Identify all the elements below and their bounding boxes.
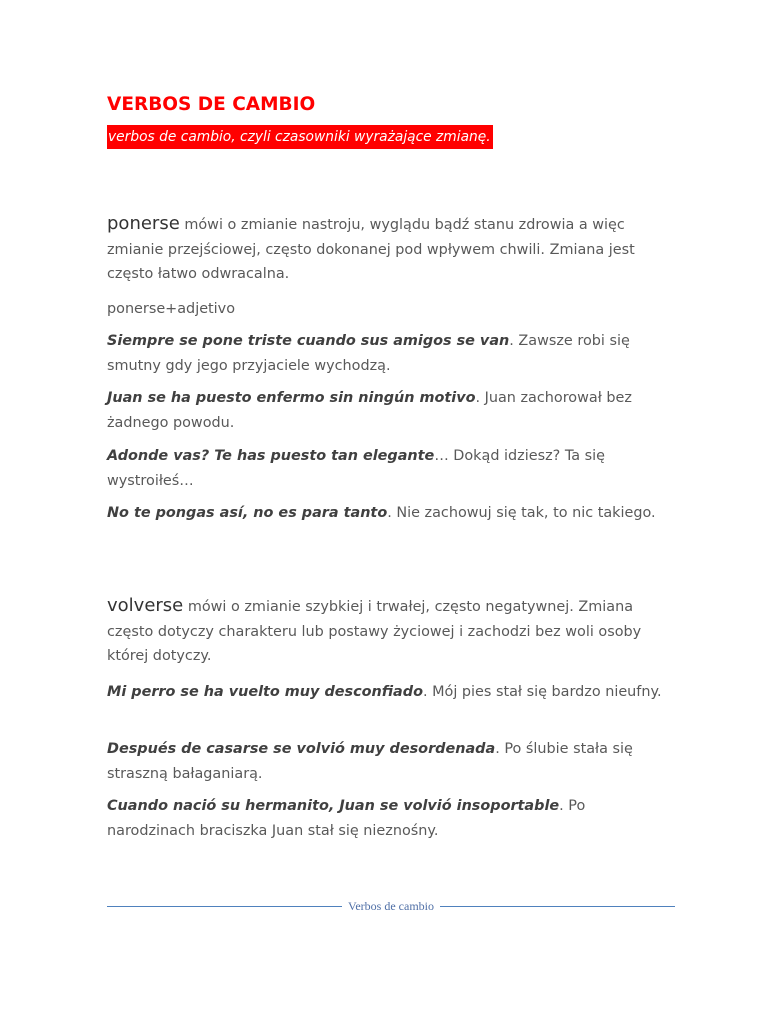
example-polish: . Mój pies stał się bardzo nieufny. [422,684,662,700]
volverse-term: volverse [107,595,184,616]
volverse-definition [107,594,667,669]
volverse-example-2 [107,737,667,786]
footer-rule-left [107,906,342,907]
example-polish: . Juan zachorował bez żadnego powodu. [107,390,632,431]
example-polish: . Zawsze robi się smutny gdy jego przyjaciele wychodzą. [107,333,630,374]
example-spanish: Adonde vas? Te has puesto tan elegante [107,448,435,464]
volverse-example-1 [107,680,667,705]
page-footer [107,896,675,916]
example-spanish: Siempre se pone triste cuando sus amigos se van [107,333,510,349]
ponerse-description: mówi o zmianie nastroju, wyglądu bądź stanu zdrowia a więc zmianie przejściowej, często dokonanej pod wpływem chwili. Zmiana jest często łatwo odwracalna. [107,217,635,282]
document-subtitle-highlight: verbos de cambio, czyli czasowniki wyrażające zmianę. [107,125,493,149]
ponerse-example-4 [107,501,667,526]
example-polish: . Po narodzinach braciszka Juan stał się nieznośny. [107,798,586,839]
example-spanish: Mi perro se ha vuelto muy desconfiado [107,684,423,700]
volverse-example-3 [107,794,667,843]
ponerse-example-3 [107,444,667,493]
example-spanish: No te pongas así, no es para tanto [107,505,388,521]
ponerse-example-2 [107,386,667,435]
example-spanish: Cuando nació su hermanito, Juan se volvió insoportable [107,798,560,814]
footer-rule-right [440,906,675,907]
volverse-description: mówi o zmianie szybkiej i trwałej, często negatywnej. Zmiana często dotyczy charakteru lub postawy życiowej i zachodzi bez woli osoby której dotyczy. [107,599,642,664]
ponerse-formula: ponerse+adjetivo [107,301,236,317]
ponerse-example-1 [107,329,667,378]
example-spanish: Después de casarse se volvió muy desordenada [107,741,496,757]
example-polish: … Dokąd idziesz? Ta się wystroiłeś… [107,448,605,489]
example-polish: . Po ślubie stała się straszną bałaganiarą. [107,741,633,782]
example-polish: . Nie zachowuj się tak, to nic takiego. [387,505,656,521]
document-title: VERBOS DE CAMBIO [107,94,316,115]
example-spanish: Juan se ha puesto enfermo sin ningún motivo [107,390,476,406]
ponerse-term: ponerse [107,213,180,234]
ponerse-definition [107,212,667,287]
footer-label: Verbos de cambio [348,898,434,913]
